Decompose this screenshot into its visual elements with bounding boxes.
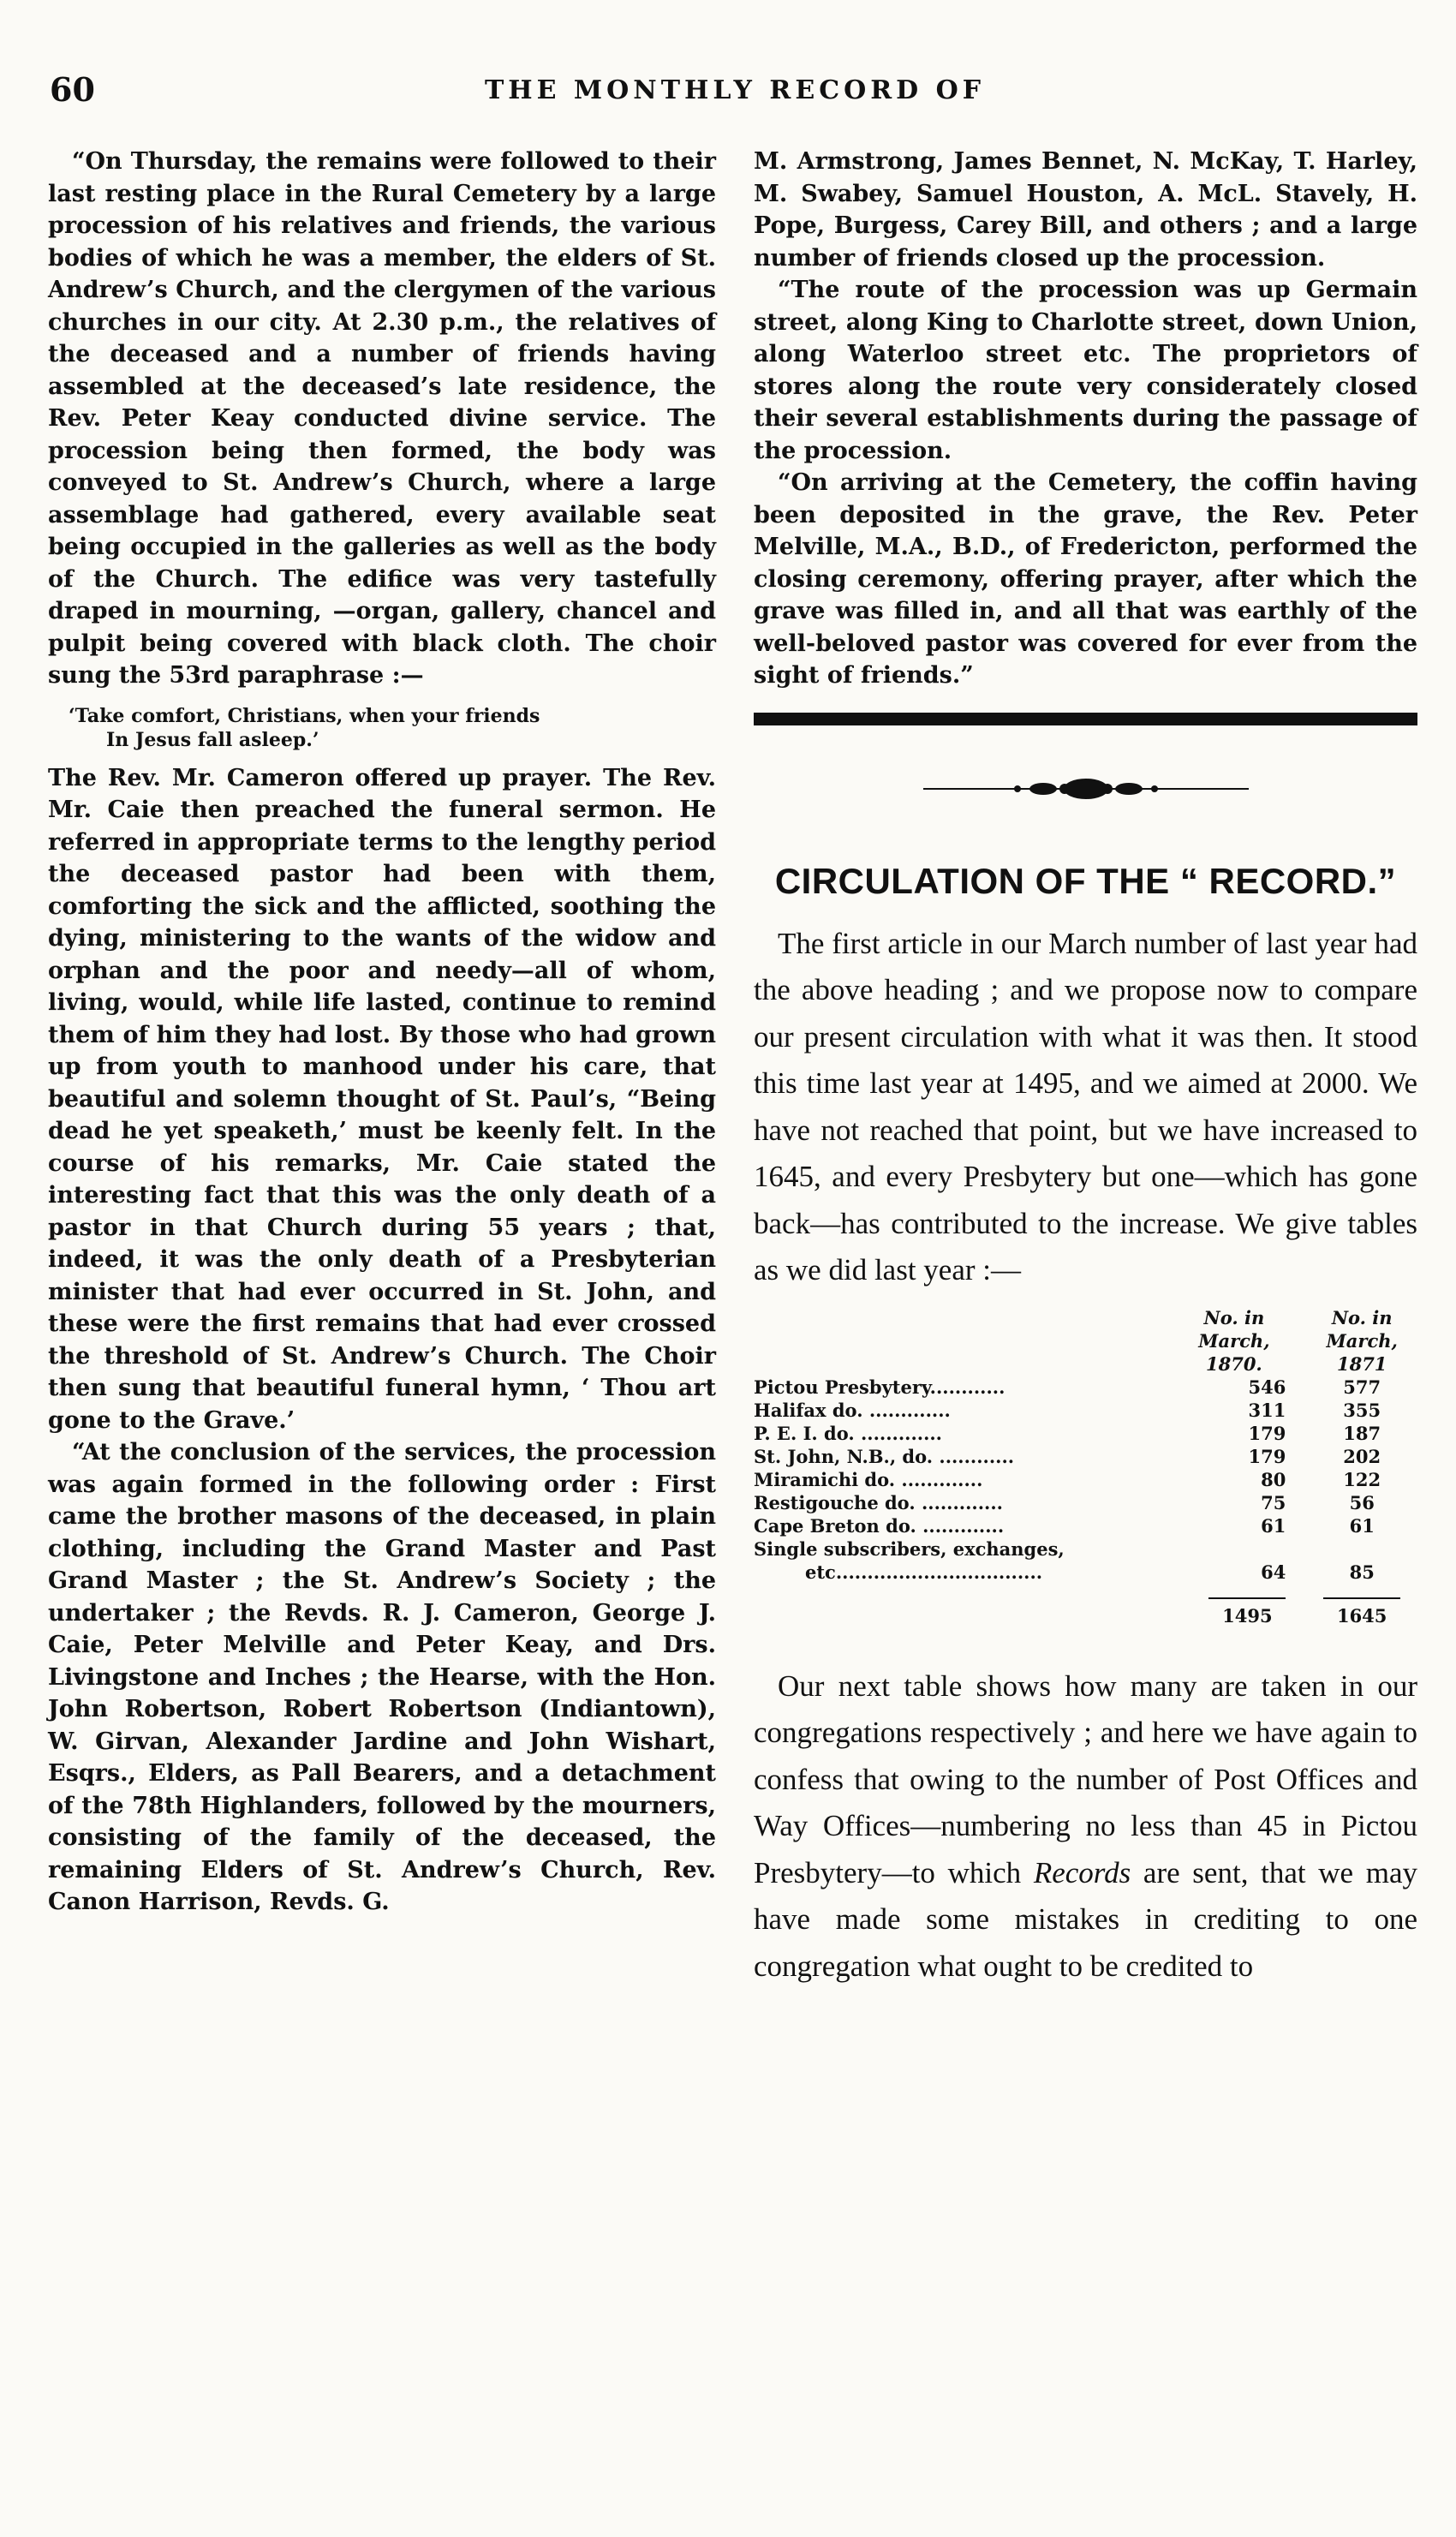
row-name: Miramichi do. ............. — [754, 1468, 983, 1490]
table-row — [754, 1561, 1417, 1584]
row-value-1871: 85 — [1349, 1561, 1375, 1583]
row-value-1870: 61 — [1261, 1514, 1286, 1537]
procession-paragraph-3: “On arriving at the Cemetery, the coffin having been deposited in the grave, the Rev. Peter Melville, M.A., B.D., of Fredericton, performed the closing ceremony, offering prayer, after which the grave was filled in, and all that was earthly of the well-beloved pastor was covered for ever from the sight of friends.” — [754, 469, 1417, 689]
page-header — [50, 70, 1420, 122]
paraphrase-line-2: In Jesus fall asleep.’ — [106, 728, 319, 751]
paraphrase-line-1: ‘Take comfort, Christians, when your friends — [69, 704, 540, 727]
total-label-blank — [754, 1584, 1182, 1627]
procession-paragraph-2: “The route of the procession was up Germain street, along King to Charlotte street, down Union, along Waterloo street etc. The proprietors of stores along the route very considerately closed their several establishments during the passage of the procession. — [754, 277, 1417, 464]
total-1870-cell — [1182, 1584, 1306, 1627]
section-divider-rule — [754, 713, 1417, 725]
row-value-1871: 355 — [1343, 1399, 1381, 1421]
congregations-italic-word: Records — [1033, 1855, 1131, 1889]
header-1870-line-2: March, 1870. — [1198, 1329, 1270, 1375]
funeral-paragraph-2: The Rev. Mr. Cameron offered up prayer. The Rev. Mr. Caie then preached the funeral sermon. He referred in appropriate terms to the lengthy period the deceased pastor had been with them, comforting the sick and the afflicted, soothing the dying, ministering to the wants of the widow and orphan and the poor and needy—all of whom, living, would, while life lasted, continue to remind them of him they had lost. By those who had grown up from youth to manhood under his care, that beautiful and solemn thought of St. Paul’s, “Being dead he yet speaketh,’ must be keenly felt. In the course of his remarks, Mr. Caie stated the interesting fact that this was the only death of a pastor in that Church during 55 years ; that, indeed, it was the only death of a Presbyterian minister that had ever occurred in St. John, and these were the first remains that had ever crossed the threshold of St. Andrew’s Church. The Choir then sung that beautiful funeral hymn, ‘ Thou art gone to the Grave.’ — [48, 764, 716, 1434]
congregations-text-1: Our next table shows how many are taken in our congregations respectively ; and here we have again to confess that owing to the number of Post Offices and Way Offices—numbering no less than 45 in Pictou Presbytery—to which — [754, 1668, 1417, 1889]
row-name: Restigouche do. ............. — [754, 1491, 1003, 1513]
congregations-paragraph — [754, 1663, 1417, 1991]
total-1871: 1645 — [1323, 1597, 1400, 1627]
table-row — [754, 1399, 1417, 1422]
right-column — [754, 146, 1417, 1990]
row-name: P. E. I. do. ............. — [754, 1422, 942, 1444]
row-value-1871: 202 — [1343, 1445, 1381, 1467]
table-header-blank — [754, 1306, 1182, 1376]
table-header-1870 — [1182, 1306, 1306, 1376]
row-name: St. John, N.B., do. ............ — [754, 1445, 1015, 1467]
running-title: THE MONTHLY RECORD OF — [484, 75, 986, 105]
table-row — [754, 1514, 1417, 1537]
congregations-text-2: are sent, that we may have made some mistakes in crediting to one congregation what ought to be credited to — [754, 1855, 1418, 1983]
left-column — [48, 146, 716, 1919]
row-name: etc................................. — [805, 1561, 1043, 1583]
row-value-1870: 75 — [1261, 1491, 1286, 1513]
circulation-intro: The first article in our March number of last year had the above heading ; and we propose now to compare our present circulation with what it was then. It stood this time last year at 1495, and we aimed at 2000. We have not reached that point, but we have increased to 1645, and every Presbytery but one—which has gone back—has contributed to the increase. We give tables as we did last year :— — [754, 926, 1417, 1286]
table-row — [754, 1376, 1417, 1399]
table-header-1871 — [1306, 1306, 1417, 1376]
row-name: Halifax do. ............. — [754, 1399, 951, 1421]
row-name: Single subscribers, exchanges, — [754, 1537, 1065, 1560]
total-1870: 1495 — [1208, 1597, 1286, 1627]
ornament-divider — [754, 773, 1417, 804]
ornament-divider-icon — [915, 773, 1257, 804]
row-value-1871: 122 — [1343, 1468, 1381, 1490]
row-value-1870: 311 — [1248, 1399, 1286, 1421]
procession-paragraph-1: M. Armstrong, James Bennet, N. McKay, T. Harley, M. Swabey, Samuel Houston, A. McL. Stavely, H. Pope, Burgess, Carey Bill, and others ; and a large number of friends closed up the procession. — [754, 148, 1417, 272]
table-header-row — [754, 1306, 1417, 1376]
circulation-table — [754, 1306, 1417, 1627]
row-value-1870: 64 — [1261, 1561, 1286, 1583]
row-value-1871 — [1306, 1537, 1417, 1561]
table-row — [754, 1422, 1417, 1445]
row-value-1870: 80 — [1261, 1468, 1286, 1490]
table-row — [754, 1445, 1417, 1468]
table-total-row — [754, 1584, 1417, 1627]
row-value-1870: 546 — [1248, 1376, 1286, 1398]
page-number: 60 — [50, 70, 95, 109]
section-title: CIRCULATION OF THE “ RECORD.” — [774, 860, 1397, 901]
row-name: Cape Breton do. ............. — [754, 1514, 1005, 1537]
funeral-paragraph-3: “At the conclusion of the services, the procession was again formed in the following order : First came the brother masons of the deceased, in plain clothing, including the Grand Master and Past Grand Master ; the St. Andrew’s Society ; the undertaker ; the Revds. R. J. Cameron, George J. Caie, Peter Melville and Peter Keay, and Drs. Livingstone and Inches ; the Hearse, with the Hon. John Robertson, Robert Robertson (Indiantown), W. Girvan, Alexander Jardine and John Wishart, Esqrs., Elders, as Pall Bearers, and a detachment of the 78th Highlanders, followed by the mourners, consisting of the family of the deceased, the remaining Elders of St. Andrew’s Church, Rev. Canon Harrison, Revds. G. — [48, 1439, 716, 1915]
row-value-1871: 187 — [1343, 1422, 1381, 1444]
paraphrase-quote — [69, 704, 716, 752]
funeral-paragraph-1: “On Thursday, the remains were followed to their last resting place in the Rural Cemetery by a large procession of his relatives and friends, the various bodies of which he was a member, the elders of St. Andrew’s Church, and the clergymen of the various churches in our city. At 2.30 p.m., the relatives of the deceased and a number of friends having assembled at the deceased’s late residence, the Rev. Peter Keay conducted divine service. The procession being then formed, the body was conveyed to St. Andrew’s Church, where a large assemblage had gathered, every available seat being occupied in the galleries as well as the body of the Church. The edifice was very tastefully draped in mourning, —organ, gallery, chancel and pulpit being covered with black cloth. The choir sung the 53rd paraphrase :— — [48, 148, 716, 689]
header-1871-line-2: March, 1871 — [1326, 1329, 1398, 1375]
table-row — [754, 1537, 1417, 1561]
row-value-1870: 179 — [1248, 1445, 1286, 1467]
row-value-1871: 56 — [1349, 1491, 1375, 1513]
header-1870-line-1: No. in — [1203, 1306, 1265, 1328]
header-1871-line-1: No. in — [1331, 1306, 1393, 1328]
table-row — [754, 1468, 1417, 1491]
row-name: Pictou Presbytery............ — [754, 1376, 1005, 1398]
row-value-1871: 577 — [1343, 1376, 1381, 1398]
row-value-1871: 61 — [1349, 1514, 1375, 1537]
row-value-1870: 179 — [1248, 1422, 1286, 1444]
table-row — [754, 1491, 1417, 1514]
row-value-1870 — [1182, 1537, 1306, 1561]
total-1871-cell — [1306, 1584, 1417, 1627]
